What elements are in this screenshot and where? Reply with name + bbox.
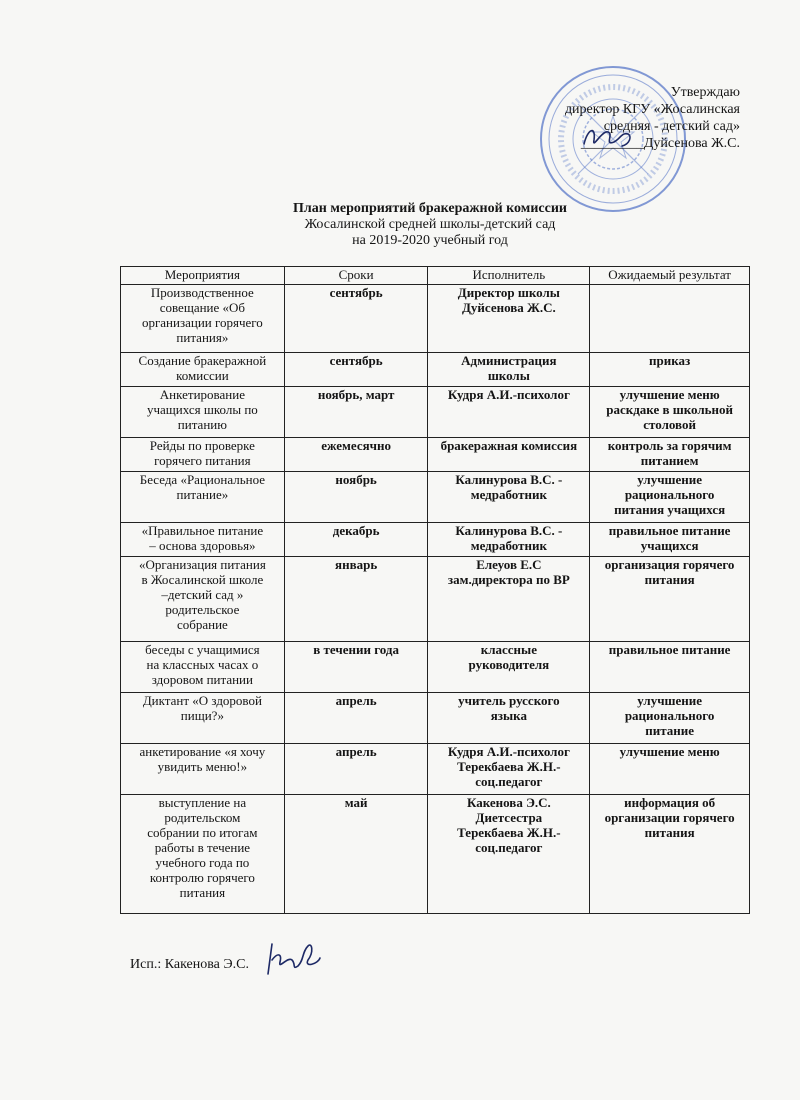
cell-term-line: в течении года — [313, 642, 399, 657]
plan-table — [120, 266, 750, 914]
table-row — [121, 285, 750, 353]
cell-executor-line: Кудря А.И.-психолог — [447, 387, 570, 402]
cell-executor — [428, 387, 590, 438]
cell-executor-line: Какенова Э.С. — [466, 795, 551, 810]
cell-result — [590, 523, 750, 557]
cell-result-line: раскдаке в школьной — [606, 402, 734, 417]
cell-executor — [428, 353, 590, 387]
header-events: Мероприятия — [121, 267, 285, 285]
plan-table-body — [121, 285, 750, 914]
cell-executor-line: Дуйсенова Ж.С. — [461, 300, 556, 315]
cell-term-line: сентябрь — [329, 285, 383, 300]
cell-event — [121, 744, 285, 795]
cell-term — [284, 353, 428, 387]
cell-term — [284, 744, 428, 795]
cell-result — [590, 353, 750, 387]
cell-result — [590, 387, 750, 438]
cell-term-line: ежемесячно — [321, 438, 391, 453]
cell-event-line: питания — [179, 885, 226, 900]
cell-executor — [428, 438, 590, 472]
approval-line: директор КГУ «Жосалинская — [564, 102, 740, 117]
cell-event-line: собрании по итогам — [147, 825, 258, 840]
cell-event — [121, 387, 285, 438]
cell-result-line: питания учащихся — [614, 502, 726, 517]
table-row — [121, 795, 750, 914]
table-header-row — [121, 267, 750, 285]
cell-result-line: улучшение меню — [619, 744, 720, 759]
cell-executor — [428, 523, 590, 557]
cell-event-line: на классных часах о — [146, 657, 259, 672]
cell-executor-line: Терекбаева Ж.Н.- — [457, 759, 561, 774]
cell-result-line: правильное питание — [608, 523, 731, 538]
cell-term — [284, 523, 428, 557]
cell-event-line: Рейды по проверке — [149, 438, 255, 453]
cell-result — [590, 438, 750, 472]
cell-term — [284, 472, 428, 523]
cell-term — [284, 387, 428, 438]
cell-result — [590, 472, 750, 523]
cell-event-line: Диктант «О здоровой — [142, 693, 262, 708]
cell-result-line: питанием — [640, 453, 699, 468]
cell-event-line: организации горячего — [141, 315, 263, 330]
cell-term-line: декабрь — [332, 523, 380, 538]
cell-event-line: контролю горячего — [149, 870, 255, 885]
cell-executor-line: бракеражная комиссия — [440, 438, 578, 453]
approval-block — [480, 84, 740, 152]
cell-term — [284, 438, 428, 472]
cell-executor-line: языка — [490, 708, 527, 723]
cell-event-line: Анкетирование — [159, 387, 245, 402]
header-executor: Исполнитель — [428, 267, 590, 285]
cell-event-line: горячего питания — [154, 453, 251, 468]
cell-executor — [428, 557, 590, 642]
cell-term-line: апрель — [335, 693, 377, 708]
cell-executor — [428, 285, 590, 353]
cell-term-line: ноябрь — [335, 472, 377, 487]
cell-executor-line: Елеуов Е.С — [476, 557, 542, 572]
cell-event-line: пищи?» — [180, 708, 224, 723]
cell-executor-line: классные — [480, 642, 537, 657]
document-subtitle: Жосалинской средней школы-детский сад — [304, 217, 556, 232]
cell-result-line: улучшение меню — [619, 387, 720, 402]
table-row — [121, 438, 750, 472]
cell-result-line: организация горячего — [604, 557, 735, 572]
table-row — [121, 693, 750, 744]
cell-term-line: сентябрь — [329, 353, 383, 368]
cell-event-line: учебного года по — [155, 855, 250, 870]
cell-result — [590, 557, 750, 642]
cell-result-line: рационального — [624, 487, 715, 502]
cell-event-line: работы в течение — [154, 840, 251, 855]
cell-executor-line: соц.педагог — [475, 774, 543, 789]
cell-executor-line: руководителя — [468, 657, 550, 672]
cell-executor — [428, 744, 590, 795]
cell-executor-line: Директор школы — [457, 285, 560, 300]
cell-event — [121, 795, 285, 914]
cell-event-line: собрание — [176, 617, 228, 632]
cell-event — [121, 642, 285, 693]
document-title-block — [130, 201, 730, 249]
cell-executor — [428, 795, 590, 914]
cell-event-line: совещание «Об — [159, 300, 246, 315]
cell-term-line: январь — [335, 557, 378, 572]
cell-result — [590, 285, 750, 353]
cell-result-line: питания — [644, 825, 695, 840]
cell-result-line: питание — [645, 723, 694, 738]
cell-executor-line: Кудря А.И.-психолог — [447, 744, 570, 759]
cell-event — [121, 438, 285, 472]
cell-event — [121, 285, 285, 353]
cell-event-line: питанию — [177, 417, 227, 432]
cell-result — [590, 795, 750, 914]
cell-event-line: Создание бракеражной — [138, 353, 267, 368]
table-row — [121, 557, 750, 642]
cell-term — [284, 693, 428, 744]
approval-line: Утверждаю — [670, 85, 740, 100]
cell-event-line: комиссии — [176, 368, 229, 383]
cell-executor-line: зам.директора по ВР — [447, 572, 570, 587]
cell-executor — [428, 642, 590, 693]
cell-event-line: питание» — [176, 487, 229, 502]
executor-footer: Исп.: Какенова Э.С. — [130, 957, 249, 972]
cell-result-line: рационального — [624, 708, 715, 723]
cell-event-line: здоровом питании — [151, 672, 253, 687]
table-row — [121, 642, 750, 693]
cell-result-line: контроль за горячим — [607, 438, 732, 453]
cell-result-line: учащихся — [640, 538, 699, 553]
cell-event-line: анкетирование «я хочу — [139, 744, 266, 759]
cell-result-line: столовой — [643, 417, 696, 432]
cell-executor-line: Диетсестра — [475, 810, 543, 825]
cell-result-line: правильное питание — [608, 642, 731, 657]
cell-event-line: выступление на — [158, 795, 247, 810]
cell-executor-line: школы — [487, 368, 530, 383]
table-row — [121, 523, 750, 557]
cell-executor-line: Калинурова В.С. - — [455, 523, 563, 538]
cell-executor — [428, 693, 590, 744]
cell-event-line: –детский сад » — [161, 587, 244, 602]
cell-executor-line: Терекбаева Ж.Н.- — [457, 825, 561, 840]
table-row — [121, 472, 750, 523]
cell-result — [590, 744, 750, 795]
cell-term-line: ноябрь, март — [317, 387, 395, 402]
cell-executor-line: Администрация — [461, 353, 557, 368]
cell-event-line: увидить меню!» — [157, 759, 248, 774]
cell-term — [284, 557, 428, 642]
cell-event — [121, 693, 285, 744]
cell-term-line: май — [344, 795, 368, 810]
cell-term — [284, 642, 428, 693]
cell-executor-line: медработник — [470, 487, 547, 502]
cell-event-line: – основа здоровья» — [149, 538, 256, 553]
cell-event-line: родительское — [165, 602, 240, 617]
cell-event — [121, 557, 285, 642]
cell-result — [590, 642, 750, 693]
document-year: на 2019-2020 учебный год — [352, 233, 508, 248]
cell-result-line: приказ — [649, 353, 691, 368]
cell-executor — [428, 472, 590, 523]
cell-event — [121, 353, 285, 387]
cell-event — [121, 523, 285, 557]
cell-term — [284, 285, 428, 353]
cell-result-line: питания — [644, 572, 695, 587]
cell-event-line: Производственное — [150, 285, 254, 300]
cell-result-line: организации горячего — [604, 810, 735, 825]
cell-result-line: улучшение — [637, 472, 703, 487]
approval-line: средняя - детский сад» — [603, 119, 740, 134]
cell-executor-line: Калинурова В.С. - — [455, 472, 563, 487]
header-terms: Сроки — [284, 267, 428, 285]
cell-result-line: улучшение — [637, 693, 703, 708]
cell-event — [121, 472, 285, 523]
cell-event-line: «Правильное питание — [141, 523, 264, 538]
cell-event-line: родительском — [164, 810, 241, 825]
cell-event-line: в Жосалинской школе — [141, 572, 264, 587]
document-title: План мероприятий бракеражной комиссии — [293, 201, 567, 216]
table-row — [121, 744, 750, 795]
approval-line: _________Дуйсенова Ж.С. — [580, 136, 740, 151]
cell-term — [284, 795, 428, 914]
cell-event-line: беседы с учащимися — [145, 642, 260, 657]
cell-executor-line: медработник — [470, 538, 547, 553]
cell-event-line: Беседа «Рациональное — [139, 472, 266, 487]
cell-result-line: информация об — [624, 795, 716, 810]
cell-event-line: «Организация питания — [138, 557, 266, 572]
cell-event-line: учащихся школы по — [146, 402, 258, 417]
cell-result — [590, 693, 750, 744]
table-row — [121, 353, 750, 387]
cell-executor-line: соц.педагог — [475, 840, 543, 855]
executor-signature — [262, 938, 324, 978]
cell-executor-line: учитель русского — [458, 693, 560, 708]
cell-event-line: питания» — [176, 330, 229, 345]
table-row — [121, 387, 750, 438]
cell-term-line: апрель — [335, 744, 377, 759]
header-expected-result: Ожидаемый результат — [590, 267, 750, 285]
